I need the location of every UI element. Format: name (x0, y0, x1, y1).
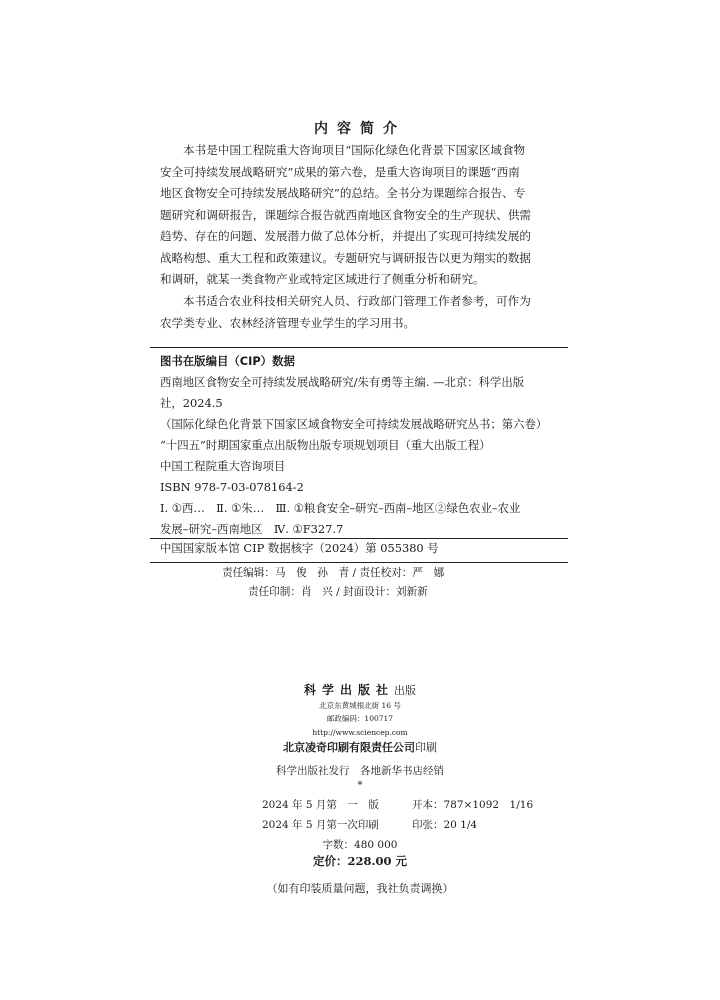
summary-line: 和调研，就某一类食物产业或特定区域进行了侧重分析和研究。 (160, 272, 485, 286)
printer-suffix: 印刷 (415, 741, 437, 754)
distribution: 科学出版社发行 各地新华书店经销 (276, 765, 444, 777)
summary-line: 本书适合农业科技相关研究人员、行政部门管理工作者参考，可作为 (183, 294, 531, 308)
cip-verify (160, 538, 562, 559)
summary-line: 农学类专业、农林经济管理专业学生的学习用书。 (160, 315, 416, 330)
cip-heading: 图书在版编目（CIP）数据 (160, 354, 295, 368)
summary-line: 趋势、存在的问题、发展潜力做了总体分析，并提出了实现可持续发展的 (160, 229, 532, 243)
word-count: 字数：480 000 (322, 839, 398, 851)
publisher-address: 北京东黄城根北街 16 号 (319, 701, 401, 710)
summary-line: 地区食物安全可持续发展战略研究”的总结。全书分为课题综合报告、专 (160, 186, 526, 200)
publisher-postcode: 邮政编码：100717 (326, 714, 394, 723)
cip-line: “十四五”时期国家重点出版物出版专项规划项目（重大出版工程） (160, 438, 491, 452)
cip-bottom-rule (150, 562, 568, 563)
cip-verify-number: 中国国家版本馆 CIP 数据核字（2024）第 055380 号 (160, 541, 439, 555)
cip-line: 中国工程院重大咨询项目 (160, 459, 286, 473)
summary-paragraph-2 (160, 291, 562, 334)
quality-notice: （如有印装质量问题，我社负责调换） (266, 882, 454, 895)
summary-line: 题研究和调研报告，课题综合报告就西南地区食物安全的生产现状、供需 (160, 207, 532, 222)
summary-line: 本书是中国工程院重大咨询项目“国际化绿色化背景下国家区域食物 (183, 143, 526, 157)
cip-line: 西南地区食物安全可持续发展战略研究/朱有勇等主编. —北京：科学出版 (160, 375, 525, 389)
credits-production: 责任印制：肖 兴 / 封面设计：刘新新 (248, 586, 428, 598)
credits-block (150, 564, 568, 602)
publisher-suffix: 出版 (394, 684, 416, 697)
format: 开本：787×1092 1/16 (412, 799, 534, 811)
cip-line: ISBN 978-7-03-078164-2 (160, 480, 304, 494)
price: 定价：228.00 元 (312, 854, 407, 868)
cip-block (160, 351, 562, 540)
sheets: 印张：20 1/4 (412, 819, 478, 831)
summary-line: 安全可持续发展战略研究”成果的第六卷，是重大咨询项目的课题“西南 (160, 164, 520, 179)
cip-line: 发展–研究–西南地区 Ⅳ. ①F327.7 (160, 522, 344, 536)
cip-line: 社，2024.5 (160, 396, 223, 410)
publisher-website: http://www.sciencep.com (312, 728, 408, 737)
printing: 2024 年 5 月第一次印刷 (262, 819, 379, 831)
credits-editors: 责任编辑：马 俊 孙 青 / 责任校对：严 娜 (222, 567, 445, 579)
printer-name: 北京凌奇印刷有限责任公司 (283, 741, 415, 754)
edition: 2024 年 5 月第 一 版 (262, 799, 379, 811)
cip-line: Ⅰ. ①西… Ⅱ. ①朱… Ⅲ. ①粮食安全–研究–西南–地区②绿色农业–农业 (160, 501, 521, 515)
publisher-line (0, 681, 720, 698)
printer-line (0, 739, 720, 755)
page-title: 内容简介 (314, 121, 406, 137)
summary-line: 战略构想、重大工程和政策建议。专题研究与调研报告以更为翔实的数据 (160, 250, 532, 265)
separator-star: * (357, 780, 363, 791)
publisher-logo-text: 科学出版社 (303, 683, 394, 697)
summary-paragraph-1 (160, 140, 562, 291)
cip-line: （国际化绿色化背景下国家区域食物安全可持续发展战略研究丛书；第六卷） (160, 417, 548, 431)
cip-top-rule (150, 347, 568, 348)
edition-line (0, 797, 720, 812)
printing-line (0, 817, 720, 832)
